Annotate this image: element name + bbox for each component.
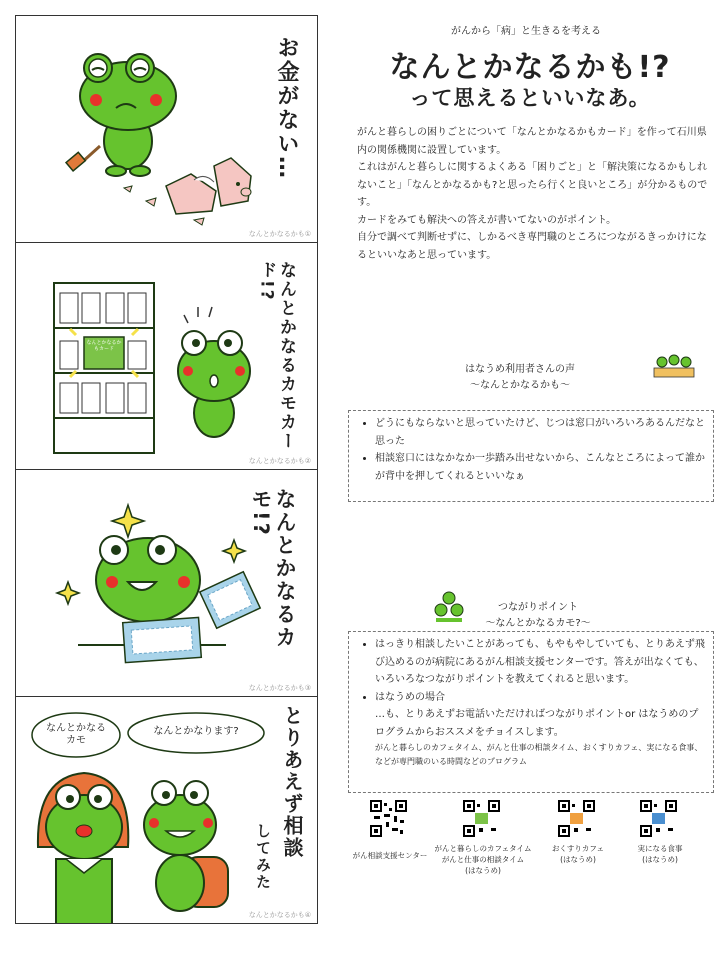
panel4-caption: なんとかなるかも④ <box>248 911 311 919</box>
hammer-icon <box>66 146 100 171</box>
qr-code-icon[interactable] <box>558 800 595 837</box>
speech-bubble-1-text: なんとかなる カモ <box>46 723 106 746</box>
frog-sad-icon <box>80 54 176 176</box>
frog-happy-icon <box>96 536 200 622</box>
frog-group-icon <box>652 350 696 378</box>
points-heading-line1: つながりポイント <box>498 602 578 613</box>
intro-paragraph: 自分で調べて判断せずに、しかるべき専門職のところにつながるきっかけになるといいなあと思っています。 <box>357 232 707 261</box>
comic-panel-3 <box>15 469 318 697</box>
page-title-line2: って思えるといいなあ。 <box>409 86 651 110</box>
panel1-caption: なんとかなるかも① <box>248 230 311 238</box>
comic-panel-2 <box>15 242 318 470</box>
hanaume-programs: がんと暮らしのカフェタイム、がんと仕事の相談タイム、おくすりカフェ、実になる食事、などが専門職のいる時間などのプログラム <box>375 743 703 766</box>
speech-bubble-2-text: なんとかなります? <box>153 726 239 737</box>
intro-paragraph: カードをみても解決への答えが書いてないのがポイント。 <box>357 214 617 226</box>
hanaume-body: …も、とりあえずお電話いただければつながりポイントor はなうめのプログラムからおススメをチョイスします。 <box>375 709 699 738</box>
qr-code-icon[interactable] <box>463 800 500 837</box>
panel4-text-col1: とりあえず相談 <box>280 705 304 859</box>
voices-heading <box>420 362 620 394</box>
list-item <box>375 689 707 770</box>
panel3-text: なんとかなるカモ!? <box>248 488 297 649</box>
qr-label: がん相談支援センター <box>352 851 428 860</box>
panel2-caption: なんとかなるかも② <box>248 457 311 465</box>
card-shelf-icon <box>54 283 154 453</box>
panel1-illustration <box>16 16 318 243</box>
comic-panel-4 <box>15 696 318 924</box>
qr-label: おくすりカフェ (はなうめ) <box>551 844 605 864</box>
frog-girl-icon <box>38 773 128 924</box>
card-label: なんとかなるかもカード <box>86 340 122 352</box>
comic-panel-1 <box>15 15 318 243</box>
points-heading-line2: 〜なんとかなるカモ?〜 <box>485 618 591 629</box>
panel4-text-col2: してみた <box>254 823 272 891</box>
frog-surprised-icon <box>178 307 250 437</box>
qr-label: 実になる食事 (はなうめ) <box>637 844 683 864</box>
intro-paragraph: がんと暮らしの困りごとについて「なんとかなるかもカード」を作って石川県内の関係機関に設置しています。 <box>357 127 707 156</box>
page-subtitle: がんから「病」と生きるを考える <box>451 26 601 37</box>
panel1-text: お金がない… <box>274 36 299 180</box>
list-item: • はっきり相談したいことがあっても、もやもやしていても、とりあえず飛び込めるのが病院にあるがん相談支援センターです。答えが出なくても、いろいろなつながりポイントを教えてくれると思います。 <box>375 636 707 689</box>
list-item: • 相談窓口にはなかなか一歩踏み出せないから、こんなところによって誰かが背中を押してくれるといいなぁ <box>375 450 707 485</box>
intro-paragraph: これはがんと暮らしに関するよくある「困りごと」と「解決策になるかもしれないこと」「なんとかなるかも?と思ったら行くと良いところ」が分かるものです。 <box>357 162 708 208</box>
qr-code-icon[interactable] <box>370 800 407 837</box>
hanaume-title: • はなうめの場合 <box>375 691 445 703</box>
intro-text <box>357 124 712 264</box>
voices-heading-line1: はなうめ利用者さんの声 <box>465 364 575 375</box>
list-item: • どうにもならないと思っていたけど、じつは窓口がいろいろあるんだなと思った <box>375 415 707 450</box>
points-box <box>348 631 714 793</box>
page-title: なんとかなるかも!? <box>389 50 671 85</box>
panel2-text: なんとかなるカモカード!? <box>256 261 296 451</box>
points-heading <box>448 600 628 632</box>
voices-heading-line2: 〜なんとかなるかも〜 <box>470 380 570 391</box>
panel3-caption: なんとかなるかも③ <box>248 684 311 692</box>
qr-code-icon[interactable] <box>640 800 677 837</box>
qr-label: がんと暮らしのカフェタイム がんと仕事の相談タイム (はなうめ) <box>434 844 532 875</box>
voices-box <box>348 410 714 502</box>
frog-boy-icon <box>144 781 228 911</box>
